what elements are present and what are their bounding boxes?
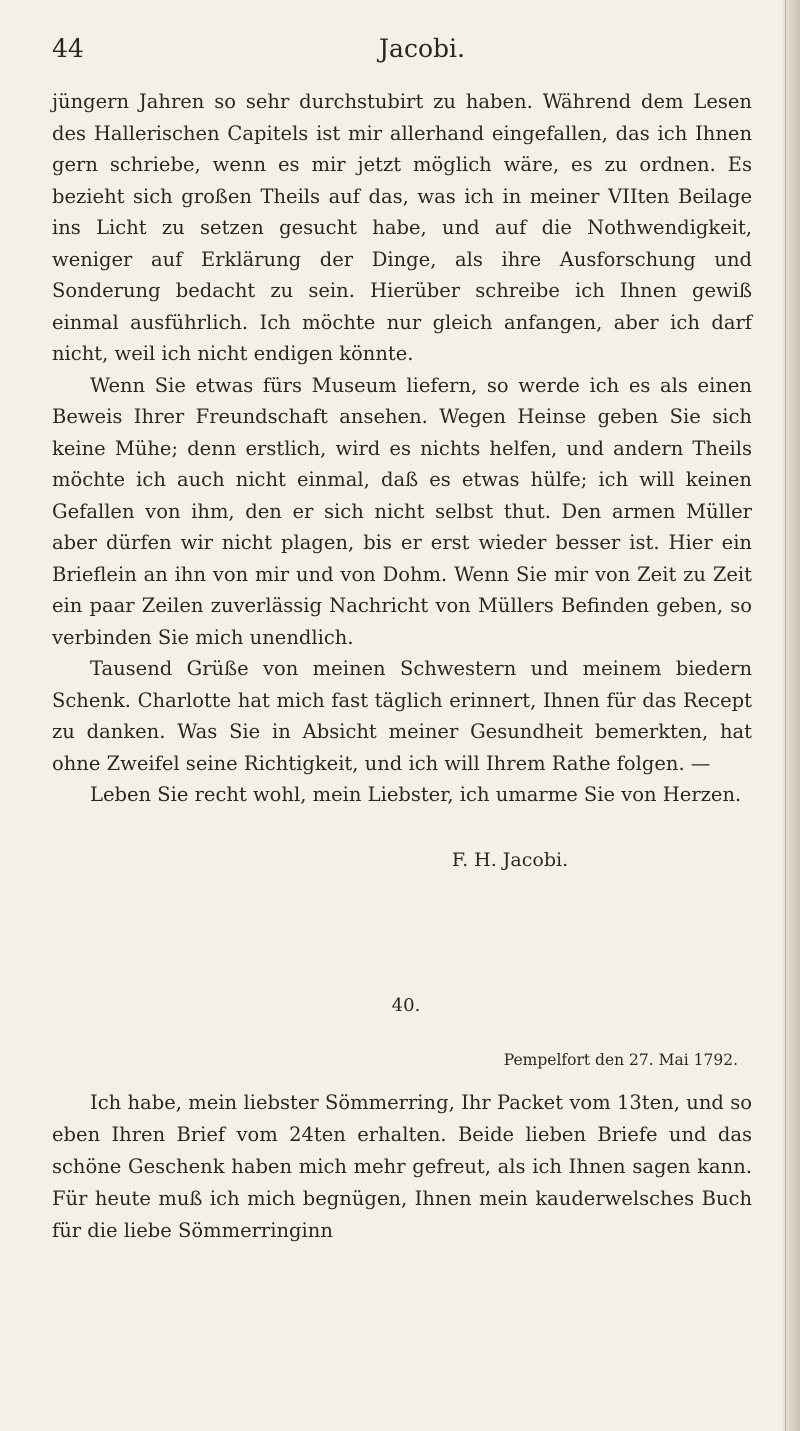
paragraph: Wenn Sie etwas fürs Museum liefern, so werde ich es als einen Beweis Ihrer Freundschaft ansehen. Wegen Heinse geben Sie sich keine Mühe; denn erstlich, wird es nichts helfen, und andern Theils möchte ich auch nicht einmal, daß es etwas hülfe; ich will keinen Gefallen von ihm, den er sich nicht selbst thut. Den armen Müller aber dürfen wir nicht plagen, bis er erst wieder besser ist. Hier ein Brieflein an ihn von mir und von Dohm. Wenn Sie mir von Zeit zu Zeit ein paar Zeilen zuverlässig Nachricht von Müllers Befinden geben, so verbinden Sie mich unendlich. <box>52 373 752 649</box>
paragraph: Tausend Grüße von meinen Schwestern und meinem biedern Schenk. Charlotte hat mich fast täglich erinnert, Ihnen für das Recept zu danken. Was Sie in Absicht meiner Gesundheit bemerkten, hat ohne Zweifel seine Richtigkeit, und ich will Ihrem Rathe folgen. — <box>52 657 752 775</box>
letter-40-body <box>52 1087 752 1247</box>
page-number: 44 <box>52 34 84 63</box>
letter-39-body <box>52 86 752 811</box>
dateline: Pempelfort den 27. Mai 1792. <box>503 1051 738 1069</box>
running-head: Jacobi. <box>379 34 465 63</box>
page-header <box>52 34 752 74</box>
paragraph: Leben Sie recht wohl, mein Liebster, ich umarme Sie von Herzen. <box>90 783 742 806</box>
paragraph: Ich habe, mein liebster Sömmerring, Ihr Packet vom 13ten, und so eben Ihren Brief vom 24ten erhalten. Beide lieben Briefe und das schöne Geschenk haben mich mehr gefreut, als ich Ihnen sagen kann. Für heute muß ich mich begnügen, Ihnen mein kauderwelsches Buch für die liebe Sömmerringinn <box>52 1091 752 1242</box>
page-edge-line <box>785 0 786 1431</box>
letter-number: 40. <box>391 995 421 1016</box>
signature: F. H. Jacobi. <box>451 849 569 871</box>
paragraph: jüngern Jahren so sehr durchstubirt zu haben. Während dem Lesen des Hallerischen Capitels ist mir allerhand eingefallen, das ich Ihnen gern schriebe, wenn es mir jetzt möglich wäre, es zu ordnen. Es bezieht sich großen Theils auf das, was ich in meiner VIIten Beilage ins Licht zu setzen gesucht habe, und auf die Nothwendigkeit, weniger auf Erklärung der Dinge, als ihre Ausforschung und Sonderung bedacht zu sein. Hierüber schreibe ich Ihnen gewiß einmal ausführlich. Ich möchte nur gleich anfangen, aber ich darf nicht, weil ich nicht endigen könnte. <box>52 90 752 365</box>
